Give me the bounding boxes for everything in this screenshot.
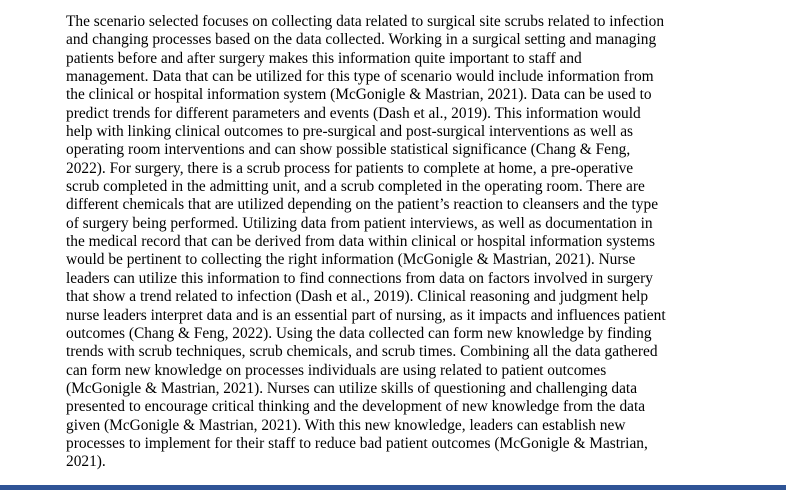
- text-line: and changing processes based on the data collected. Working in a surgical setting and managing: [66, 31, 657, 49]
- text-line: given (McGonigle & Mastrian, 2021). With this new knowledge, leaders can establish new: [66, 416, 626, 434]
- text-line: The scenario selected focuses on collecting data related to surgical site scrubs related to infection: [66, 13, 665, 30]
- text-line: would be pertinent to collecting the right information (McGonigle & Mastrian, 2021). Nurse: [66, 251, 636, 269]
- text-line: help with linking clinical outcomes to pre-surgical and post-surgical interventions as well as: [66, 123, 634, 141]
- text-line: leaders can utilize this information to find connections from data on factors involved in surgery: [66, 269, 653, 287]
- text-line: the clinical or hospital information system (McGonigle & Mastrian, 2021). Data can be used to: [66, 86, 652, 104]
- text-line: processes to implement for their staff to reduce bad patient outcomes (McGonigle & Mastrian,: [66, 434, 648, 452]
- text-line: outcomes (Chang & Feng, 2022). Using the data collected can form new knowledge by finding: [66, 324, 652, 342]
- text-line: nurse leaders interpret data and is an essential part of nursing, as it impacts and influences patient: [66, 306, 666, 324]
- text-line: predict trends for different parameters and events (Dash et al., 2019). This information would: [66, 104, 641, 122]
- text-line: presented to encourage critical thinking and the development of new knowledge from the data: [66, 398, 646, 416]
- text-line: (McGonigle & Mastrian, 2021). Nurses can utilize skills of questioning and challenging data: [66, 379, 638, 397]
- text-line: scrub completed in the admitting unit, and a scrub completed in the operating room. There are: [66, 178, 645, 196]
- text-line: trends with scrub techniques, scrub chemicals, and scrub times. Combining all the data gathered: [66, 343, 658, 361]
- text-line: different chemicals that are utilized depending on the patient’s reaction to cleansers and the type: [66, 196, 659, 214]
- text-line: 2022). For surgery, there is a scrub process for patients to complete at home, a pre-operative: [66, 159, 634, 177]
- text-line: the medical record that can be derived from data within clinical or hospital information systems: [66, 233, 655, 251]
- text-line: of surgery being performed. Utilizing data from patient interviews, as well as documentation in: [66, 214, 653, 232]
- text-line: patients before and after surgery makes this information quite important to staff and: [66, 49, 582, 67]
- bottom-divider-line: [0, 485, 786, 490]
- text-line: can form new knowledge on processes individuals are using related to patient outcomes: [66, 361, 607, 379]
- text-line: that show a trend related to infection (Dash et al., 2019). Clinical reasoning and judgment help: [66, 288, 649, 306]
- essay-paragraph: [66, 13, 726, 472]
- text-line: 2021).: [66, 453, 106, 471]
- text-line: management. Data that can be utilized for this type of scenario would include information from: [66, 68, 654, 86]
- text-line: operating room interventions and can show possible statistical significance (Chang & Feng,: [66, 141, 631, 159]
